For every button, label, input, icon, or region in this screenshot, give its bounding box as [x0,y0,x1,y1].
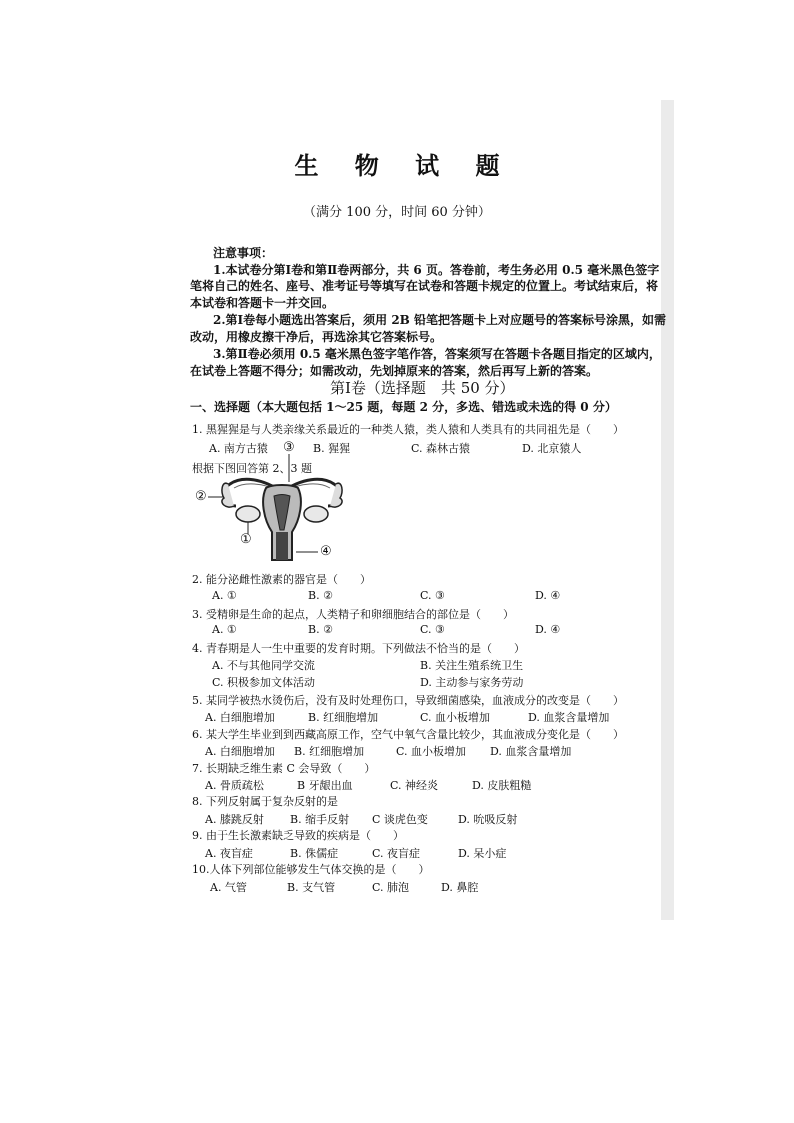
q5-option-a: A. 白细胞增加 [205,711,275,724]
q8-option-d: D. 吮吸反射 [458,813,518,826]
question-9: 9. 由于生长激素缺乏导致的疾病是（ ） [192,829,404,842]
q5-option-d: D. 血浆含量增加 [528,711,610,724]
diagram-label-4: ④ [320,544,332,559]
q8-option-b: B. 缩手反射 [290,813,350,826]
question-1: 1. 黑猩猩是与人类亲缘关系最近的一种类人猿，类人猿和人类具有的共同祖先是（ ） [192,423,624,436]
notes-line: 改动，用橡皮擦干净后，再选涂其它答案标号。 [190,330,443,344]
q10-option-b: B. 支气管 [287,881,336,894]
part-heading: 一、选择题（本大题包括 1～25 题，每题 2 分，多选、错选或未选的得 0 分） [190,400,617,414]
page-edge-strip [661,100,674,920]
q8-option-a: A. 膝跳反射 [205,813,264,826]
q1-option-c: C. 森林古猿 [411,442,471,455]
figure-note: 根据下图回答第 2、3 题 [192,462,312,475]
q1-option-a: A. 南方古猿 [209,442,268,455]
diagram-label-1: ① [240,532,252,547]
question-4: 4. 青春期是人一生中重要的发育时期。下列做法不恰当的是（ ） [192,642,525,655]
notes-line: 2.第Ⅰ卷每小题选出答案后，须用 2B 铅笔把答题卡上对应题号的答案标号涂黑，如需 [213,313,666,327]
q2-option-b: B. ② [308,589,333,602]
notes-line: 笔将自己的姓名、座号、准考证号等填写在试卷和答题卡规定的位置上。考试结束后，将 [190,279,659,293]
diagram-label-2: ② [195,489,207,504]
q3-option-c: C. ③ [420,623,445,636]
question-7: 7. 长期缺乏维生素 C 会导致（ ） [192,762,376,775]
q5-option-b: B. 红细胞增加 [308,711,379,724]
q6-option-a: A. 白细胞增加 [205,745,275,758]
section-heading: 第Ⅰ卷（选择题 共 50 分） [330,379,515,397]
question-3: 3. 受精卵是生命的起点，人类精子和卵细胞结合的部位是（ ） [192,608,514,621]
q10-option-c: C. 肺泡 [372,881,410,894]
question-8: 8. 下列反射属于复杂反射的是 [192,795,338,808]
q7-option-c: C. 神经炎 [390,779,439,792]
q7-option-b: B 牙龈出血 [297,779,353,792]
exam-subtitle: （满分 100 分，时间 60 分钟） [303,205,491,220]
q3-option-a: A. ① [212,623,237,636]
diagram-label-3: ③ [283,440,295,455]
notes-line: 在试卷上答题不得分；如需改动，先划掉原来的答案，然后再写上新的答案。 [190,364,599,378]
notes-line: 3.第Ⅱ卷必须用 0.5 毫米黑色签字笔作答，答案须写在答题卡各题目指定的区域内， [213,347,661,361]
q9-option-a: A. 夜盲症 [205,847,253,860]
q4-option-c: C. 积极参加文体活动 [212,676,316,689]
q9-option-c: C. 夜盲症 [372,847,421,860]
q6-option-c: C. 血小板增加 [396,745,467,758]
q3-option-b: B. ② [308,623,333,636]
q2-option-c: C. ③ [420,589,445,602]
q9-option-b: B. 侏儒症 [290,847,339,860]
q3-option-d: D. ④ [535,623,561,636]
notes-line: 本试卷和答题卡一并交回。 [190,296,335,310]
q6-option-b: B. 红细胞增加 [294,745,365,758]
q2-option-a: A. ① [212,589,237,602]
q7-option-d: D. 皮肤粗糙 [472,779,532,792]
q2-option-d: D. ④ [535,589,561,602]
q1-option-d: D. 北京猿人 [522,442,582,455]
q4-option-a: A. 不与其他同学交流 [212,659,315,672]
q4-option-d: D. 主动参与家务劳动 [420,676,524,689]
q9-option-d: D. 呆小症 [458,847,507,860]
page-title: 生 物 试 题 [294,151,514,180]
q8-option-c: C 谈虎色变 [372,813,428,826]
question-6: 6. 某大学生毕业到到西藏高原工作，空气中氧气含量比较少，其血液成分变化是（ ） [192,728,624,741]
question-2: 2. 能分泌雌性激素的器官是（ ） [192,573,371,586]
question-10: 10.人体下列部位能够发生气体交换的是（ ） [192,863,430,876]
uterus-illustration [192,440,372,562]
q7-option-a: A. 骨质疏松 [205,779,264,792]
notes-line: 1.本试卷分第Ⅰ卷和第Ⅱ卷两部分，共 6 页。答卷前，考生务必用 0.5 毫米黑色签字 [213,263,660,277]
notes-heading: 注意事项： [213,246,274,260]
q5-option-c: C. 血小板增加 [420,711,491,724]
question-5: 5. 某同学被热水烫伤后，没有及时处理伤口，导致细菌感染，血液成分的改变是（ ） [192,694,624,707]
q4-option-b: B. 关注生殖系统卫生 [420,659,524,672]
q10-option-d: D. 鼻腔 [441,881,479,894]
q6-option-d: D. 血浆含量增加 [490,745,572,758]
uterus-diagram [192,440,372,562]
q1-option-b: B. 猩猩 [313,442,351,455]
q10-option-a: A. 气管 [210,881,247,894]
